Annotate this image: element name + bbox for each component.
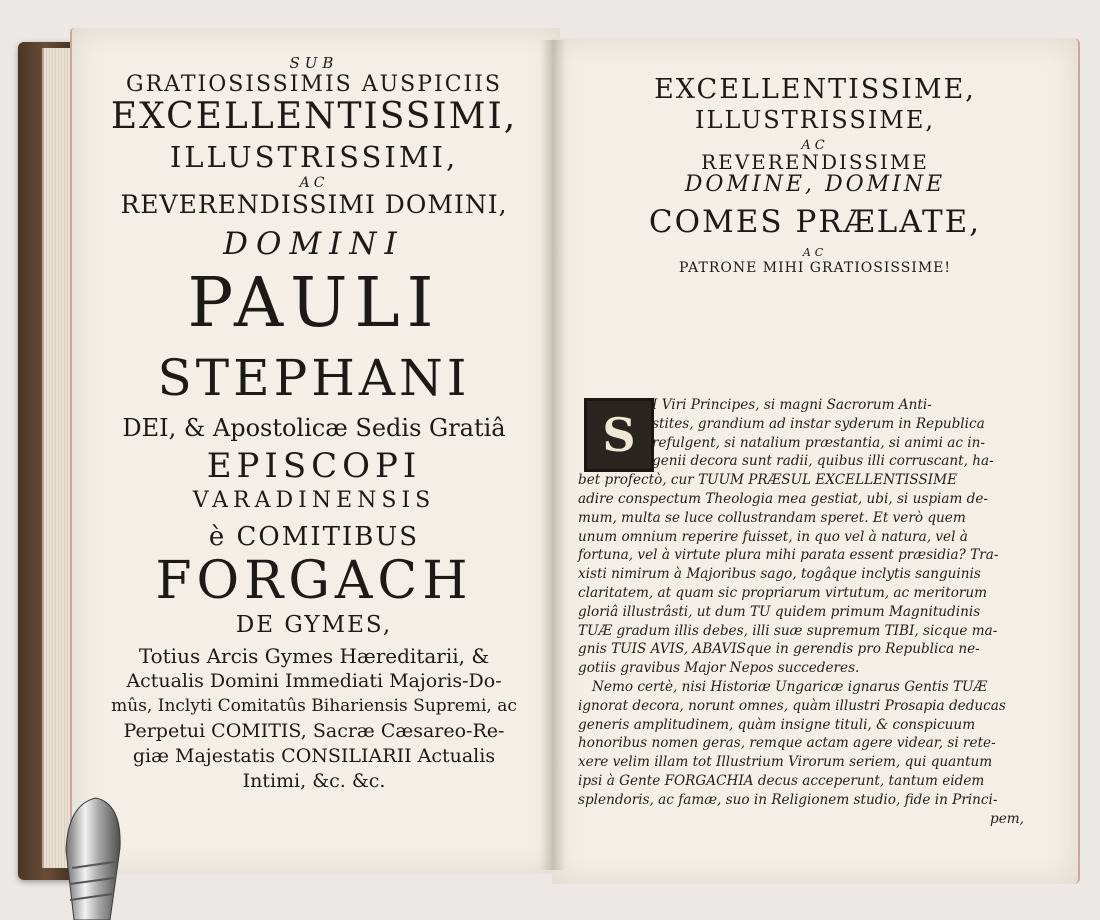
header-line: AC <box>802 246 828 259</box>
drop-cap-letter: S <box>602 408 636 462</box>
body-line: bet profectò, cur TUUM PRÆSUL EXCELLENTISSIME <box>578 472 957 489</box>
body-line: TUÆ gradum illis debes, illi suæ supremum TIBI, sicque ma- <box>578 622 998 639</box>
title-line: Totius Arcis Gymes Hæreditarii, & <box>138 644 490 668</box>
body-line: ipsi à Gente FORGACHIA decus acceperunt, tantum eidem <box>578 772 985 789</box>
body-line: xisti nimirum à Majoribus sago, togâque inclytis sanguinis <box>578 566 981 583</box>
title-line: GRATIOSISSIMIS AUSPICIIS <box>126 72 502 97</box>
body-line: genii decora sunt radii, quibus illi corruscant, ha- <box>652 453 994 470</box>
title-line: VARADINENSIS <box>192 488 436 513</box>
body-line: splendoris, ac famæ, suo in Religionem studio, fide in Princi- <box>578 791 998 808</box>
title-line: Perpetui COMITIS, Sacræ Cæsareo-Re- <box>123 720 505 742</box>
title-line: ILLUSTRISSIMI, <box>169 140 459 174</box>
title-line: REVERENDISSIMI DOMINI, <box>120 190 508 219</box>
header-line: AC <box>801 138 829 153</box>
page-holder-object <box>44 790 130 920</box>
title-line: è COMITIBUS <box>208 522 420 552</box>
title-name-forgach: FORGACH <box>155 551 473 611</box>
body-line: gloriâ illustrâsti, ut dum TU quidem primum Magnitudinis <box>578 603 981 620</box>
header-line: COMES PRÆLATE, <box>648 204 982 240</box>
header-line: DOMINE, DOMINE <box>684 172 946 197</box>
body-line: gnis TUIS AVIS, ABAVISque in gerendis pro Republica ne- <box>578 641 980 658</box>
body-line: refulgent, si natalium præstantia, si animi ac in- <box>652 434 985 451</box>
title-line: Intimi, &c. &c. <box>242 770 386 792</box>
header-line: PATRONE MIHI GRATIOSISSIME! <box>679 260 951 276</box>
body-line: generis amplitudinem, quàm insigne tituli, & conspicuum <box>578 716 976 733</box>
body-line: claritatem, at quam sic propriarum virtutum, ac meritorum <box>578 584 988 601</box>
header-line: REVERENDISSIME <box>701 150 929 174</box>
title-line: EPISCOPI <box>206 446 422 486</box>
body-line: unum omnium reperire fuisset, in quo vel à natura, vel à <box>578 528 968 545</box>
title-line: Actualis Domini Immediati Majoris-Do- <box>126 670 502 692</box>
title-line: DE GYMES, <box>235 612 393 638</box>
body-line: mum, multa se luce collustrandam speret. Et verò quem <box>578 509 966 526</box>
title-name-stephani: STEPHANI <box>157 349 471 407</box>
body-line: stites, grandium ad instar syderum in Republica <box>652 415 985 432</box>
title-line: DOMINI <box>223 226 405 262</box>
title-line: EXCELLENTISSIMI, <box>110 96 518 137</box>
title-line: DEI, & Apostolicæ Sedis Gratiâ <box>122 414 506 442</box>
header-line: EXCELLENTISSIME, <box>654 74 976 105</box>
body-line: adire conspectum Theologia mea gestiat, ubi, si uspiam de- <box>578 490 989 507</box>
body-line: gotiis gravibus Major Nepos succederes. <box>578 660 860 677</box>
body-line: ignorat decora, norunt omnes, quàm illustri Prosapia deducas <box>578 697 1006 714</box>
body-line: xere velim illam tot Illustrium Virorum seriem, qui quantum <box>578 754 993 771</box>
body-line: Nemo certè, nisi Historiæ Ungaricæ ignarus Gentis TUÆ <box>592 678 988 695</box>
title-line: giæ Majestatis CONSILIARII Actualis <box>132 745 496 767</box>
title-line: mûs, Inclyti Comitatûs Bihariensis Supremi, ac <box>111 696 517 716</box>
title-line: AC <box>299 175 329 191</box>
body-line: fortuna, vel à virtute plura mihi parata essent præsidia? Tra- <box>578 547 999 564</box>
title-line: SUB <box>289 54 339 72</box>
header-line: ILLUSTRISSIME, <box>695 106 935 134</box>
dedication-body-text <box>578 396 1024 828</box>
title-name-pauli: PAULI <box>187 264 441 343</box>
body-line: honoribus nomen geras, remque actam agere videar, si rete- <box>578 735 996 752</box>
body-line: pem, <box>990 810 1024 827</box>
body-line: I Viri Principes, si magni Sacrorum Anti- <box>652 397 932 413</box>
